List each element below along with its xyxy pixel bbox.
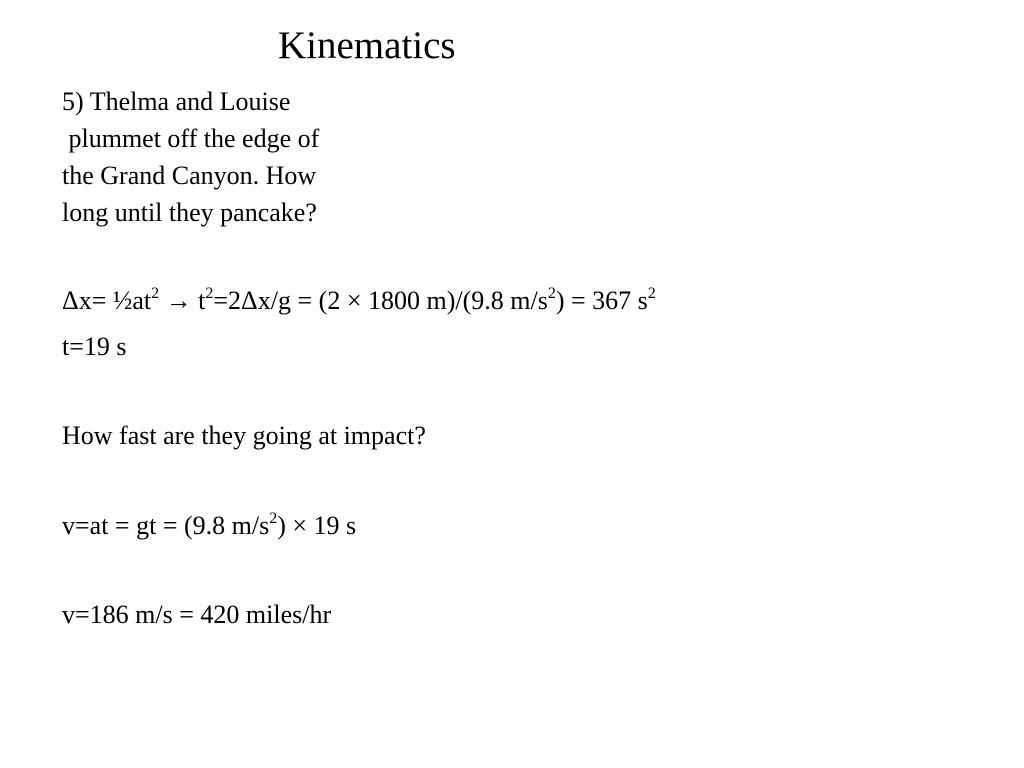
exponent: 2	[269, 510, 278, 527]
time-result: t=19 s	[62, 332, 127, 361]
impact-question: How fast are they going at impact?	[62, 421, 426, 450]
problem-statement	[62, 83, 442, 231]
velocity-equation	[62, 509, 356, 543]
exponent: 2	[151, 285, 160, 302]
problem-line: plummet off the edge of	[62, 124, 320, 153]
problem-line: 5) Thelma and Louise	[62, 87, 291, 116]
time-equation	[62, 284, 656, 318]
problem-line: the Grand Canyon. How	[62, 161, 317, 190]
equation-text: v=at = gt = (9.8 m/s	[62, 511, 270, 540]
equation-text: =2Δx/g = (2 × 1800 m)/(9.8 m/s	[213, 286, 548, 315]
equation-text: Δx= ½at	[62, 286, 152, 315]
problem-line: long until they pancake?	[62, 198, 317, 227]
equation-text: → t	[159, 286, 206, 315]
equation-text: ) × 19 s	[277, 511, 357, 540]
equation-text: ) = 367 s	[555, 286, 648, 315]
exponent: 2	[205, 285, 214, 302]
slide-title: Kinematics	[278, 24, 456, 67]
exponent: 2	[647, 285, 656, 302]
velocity-result: v=186 m/s = 420 miles/hr	[62, 600, 332, 629]
exponent: 2	[547, 285, 556, 302]
